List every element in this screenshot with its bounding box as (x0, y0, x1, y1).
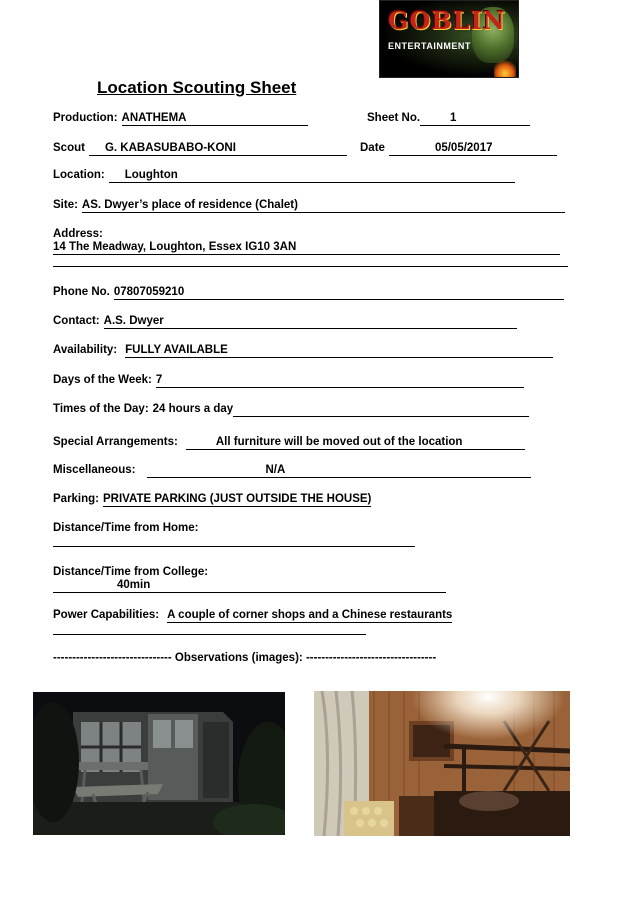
site-label: Site: (53, 199, 78, 211)
phone-row (53, 286, 564, 300)
distance-college-value: 40min (53, 579, 446, 593)
parking-label: Parking: (53, 493, 100, 505)
location-row (53, 169, 515, 183)
scout-label: Scout (53, 142, 85, 154)
power-label: Power Capabilities: (53, 609, 160, 621)
fire-icon (494, 59, 516, 77)
sheet-no-row (367, 112, 530, 126)
address-extra-line (53, 266, 568, 267)
distance-college-label: Distance/Time from College: (53, 566, 209, 578)
misc-value: N/A (147, 464, 531, 478)
address-row (53, 241, 560, 255)
chalet-exterior-illustration (33, 692, 285, 835)
contact-row (53, 315, 517, 329)
observations-dashes-right: ---------------------------------- (305, 652, 437, 664)
production-label: Production: (53, 112, 118, 124)
availability-value: FULLY AVAILABLE (125, 344, 553, 358)
goblin-entertainment-logo (379, 0, 519, 78)
distance-college-row (53, 579, 446, 593)
availability-row (53, 344, 553, 358)
special-row (53, 436, 525, 450)
production-value: ANATHEMA (122, 112, 308, 126)
parking-row (53, 493, 371, 507)
observations-label: Observations (images): (174, 652, 303, 664)
distance-home-line (53, 546, 415, 547)
site-value: AS. Dwyer’s place of residence (Chalet) (82, 199, 565, 213)
days-label: Days of the Week: (53, 374, 152, 386)
special-label: Special Arrangements: (53, 436, 178, 448)
scout-row (53, 142, 347, 156)
site-row (53, 199, 565, 213)
availability-label: Availability: (53, 344, 118, 356)
power-extra-line (53, 634, 366, 635)
chalet-interior-illustration (314, 691, 570, 836)
logo-wordmark: GOBLIN (388, 6, 506, 35)
logo-subtitle: ENTERTAINMENT (388, 41, 471, 51)
location-value: Loughton (109, 169, 515, 183)
page-title: Location Scouting Sheet (97, 78, 297, 97)
times-label: Times of the Day: (53, 403, 149, 415)
chalet-exterior-photo (33, 692, 285, 835)
times-value: 24 hours a day (152, 403, 234, 415)
sheet-no-value: 1 (420, 112, 530, 126)
times-blank-line (233, 403, 529, 417)
production-row (53, 112, 308, 126)
location-label: Location: (53, 169, 105, 181)
power-row (53, 609, 452, 623)
phone-value: 07807059210 (114, 286, 564, 300)
days-value: 7 (156, 374, 524, 388)
contact-label: Contact: (53, 315, 100, 327)
address-value: 14 The Meadway, Loughton, Essex IG10 3AN (53, 241, 560, 255)
misc-row (53, 464, 531, 478)
times-row (53, 403, 529, 417)
scout-value: G. KABASUBABO-KONI (89, 142, 347, 156)
special-value: All furniture will be moved out of the location (186, 436, 525, 450)
chalet-interior-photo (314, 691, 570, 836)
distance-home-label: Distance/Time from Home: (53, 522, 199, 534)
parking-value: PRIVATE PARKING (JUST OUTSIDE THE HOUSE) (103, 493, 372, 505)
misc-label: Miscellaneous: (53, 464, 136, 476)
observations-dashes-left: ------------------------------- (53, 652, 172, 664)
address-label: Address: (53, 228, 103, 240)
contact-value: A.S. Dwyer (104, 315, 517, 329)
date-row (360, 142, 557, 156)
observations-row (53, 652, 436, 664)
days-row (53, 374, 524, 388)
sheet-no-label: Sheet No. (367, 112, 421, 124)
phone-label: Phone No. (53, 286, 110, 298)
date-value: 05/05/2017 (389, 142, 557, 156)
date-label: Date (360, 142, 385, 154)
power-value: A couple of corner shops and a Chinese restaurants (167, 609, 453, 621)
